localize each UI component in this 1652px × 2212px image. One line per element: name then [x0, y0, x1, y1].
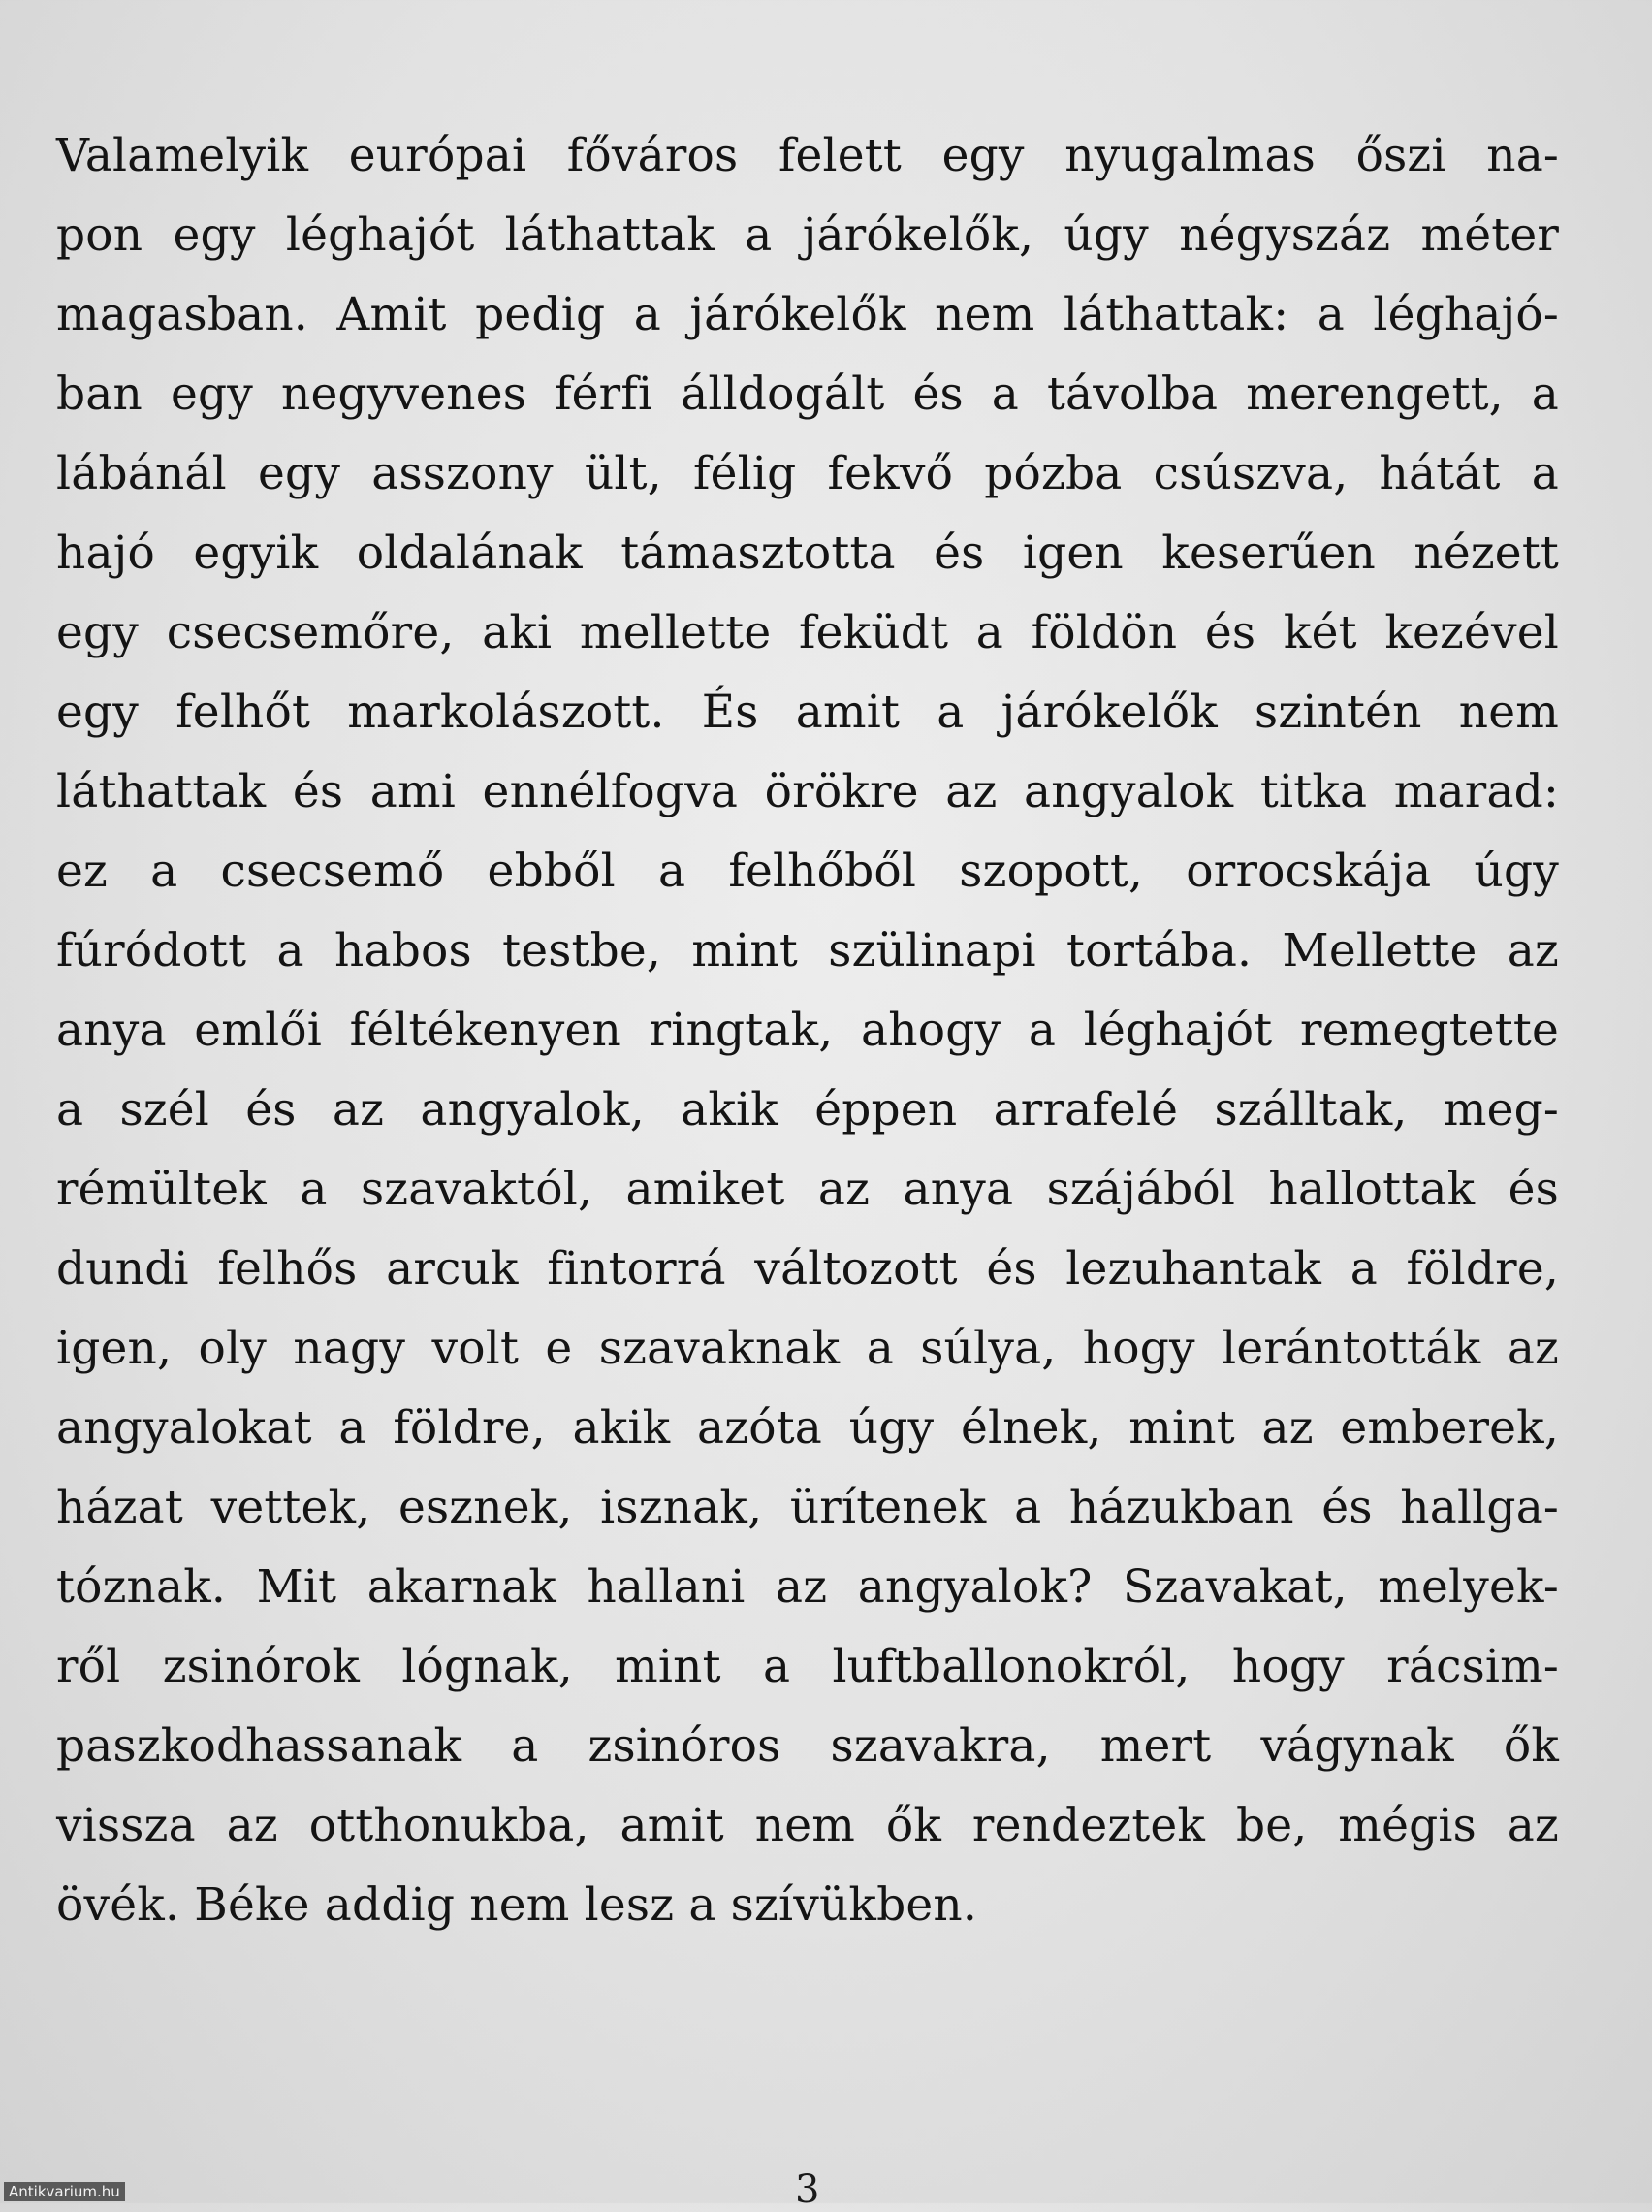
text-line: egy csecsemőre, aki mellette feküdt a földön és két kezével — [56, 606, 1559, 659]
text-line: anya emlői féltékenyen ringtak, ahogy a léghajót remegtette — [56, 1004, 1559, 1057]
text-line: ről zsinórok lógnak, mint a luftballonokról, hogy rácsim- — [56, 1640, 1559, 1693]
text-line: paszkodhassanak a zsinóros szavakra, mert vágynak ők — [56, 1719, 1559, 1773]
text-line: Valamelyik európai főváros felett egy nyugalmas őszi na- — [56, 129, 1559, 182]
text-line: lábánál egy asszony ült, félig fekvő pózba csúszva, hátát a — [56, 447, 1559, 500]
text-line: láthattak és ami ennélfogva örökre az angyalok titka marad: — [56, 765, 1559, 818]
text-line: övék. Béke addig nem lesz a szívükben. — [56, 1878, 978, 1932]
text-line: tóznak. Mit akarnak hallani az angyalok? Szavakat, melyek- — [56, 1560, 1559, 1614]
text-line: fúródott a habos testbe, mint szülinapi tortába. Mellette az — [56, 924, 1559, 978]
text-line: házat vettek, esznek, isznak, ürítenek a házukban és hallga- — [56, 1481, 1559, 1534]
watermark: Antikvarium.hu — [4, 2182, 125, 2201]
text-line: rémültek a szavaktól, amiket az anya szájából hallottak és — [56, 1163, 1559, 1216]
text-line: ban egy negyvenes férfi álldogált és a távolba merengett, a — [56, 368, 1559, 421]
text-line: ez a csecsemő ebből a felhőből szopott, orrocskája úgy — [56, 845, 1559, 898]
text-line: angyalokat a földre, akik azóta úgy élnek, mint az emberek, — [56, 1401, 1559, 1455]
text-line: egy felhőt markolászott. És amit a járókelők szintén nem — [56, 686, 1559, 739]
text-line: hajó egyik oldalának támasztotta és igen keserűen nézett — [56, 527, 1559, 580]
body-text — [56, 116, 1559, 1945]
text-line: pon egy léghajót láthattak a járókelők, úgy négyszáz méter — [56, 208, 1559, 262]
text-line: dundi felhős arcuk fintorrá változott és lezuhantak a földre, — [56, 1242, 1559, 1296]
text-line: a szél és az angyalok, akik éppen arrafelé szálltak, meg- — [56, 1083, 1559, 1137]
page-number: 3 — [795, 2167, 820, 2212]
text-line: vissza az otthonukba, amit nem ők rendeztek be, mégis az — [56, 1799, 1559, 1852]
text-line: magasban. Amit pedig a járókelők nem láthattak: a léghajó- — [56, 288, 1559, 341]
text-line: igen, oly nagy volt e szavaknak a súlya, hogy lerántották az — [56, 1322, 1559, 1375]
